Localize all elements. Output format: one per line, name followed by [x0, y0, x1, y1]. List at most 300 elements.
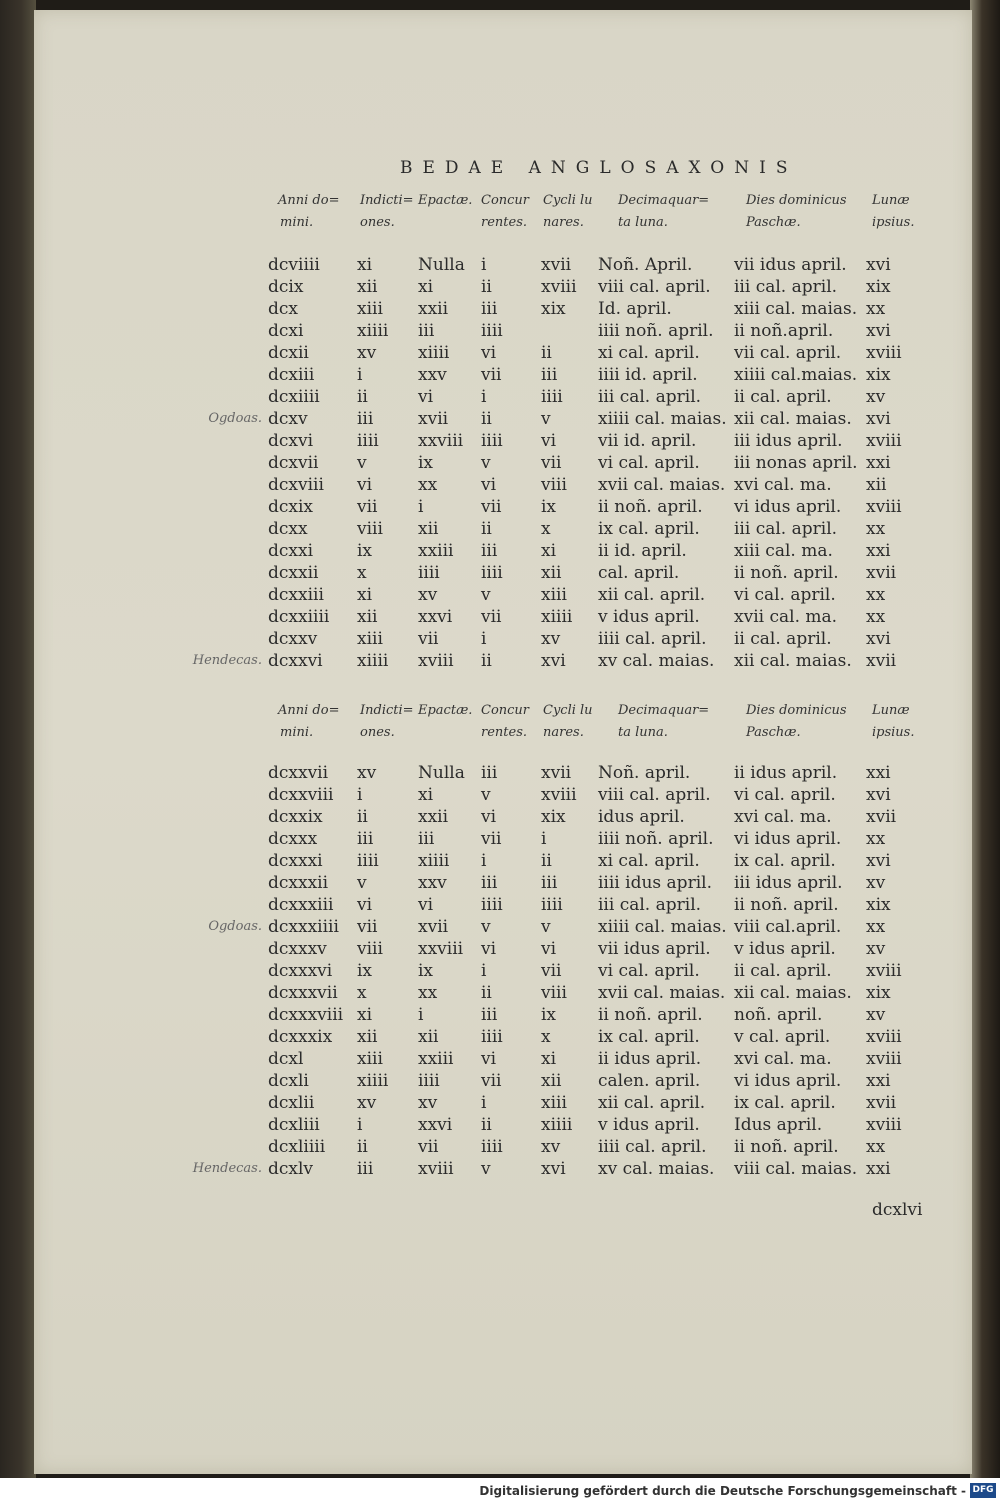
table-cell: ii cal. april.: [734, 961, 832, 981]
table-row: [0, 806, 1000, 828]
table-cell: xviii: [866, 1027, 902, 1047]
table-row: [0, 254, 1000, 276]
table-cell: dcxvi: [268, 431, 314, 451]
table-cell: xx: [866, 299, 886, 319]
table-cell: i: [357, 785, 363, 805]
table-cell: dcxxxviii: [268, 1005, 344, 1025]
table-cell: x: [541, 519, 551, 539]
table-cell: xii: [866, 475, 887, 495]
column-header-6-line-1: Paschæ.: [746, 215, 801, 230]
table-cell: dcxxxiiii: [268, 917, 339, 937]
table-cell: iiii: [481, 321, 503, 341]
column-header-5-line-1: ta luna.: [618, 725, 668, 740]
column-header-0-line-0: Anni do=: [278, 703, 340, 718]
table-cell: xviii: [866, 1049, 902, 1069]
table-cell: dcxxiii: [268, 585, 324, 605]
table-cell: xvi: [866, 629, 891, 649]
table-row: [0, 960, 1000, 982]
table-cell: xiiii: [418, 343, 450, 363]
table-cell: ix cal. april.: [598, 1027, 700, 1047]
table-row: [0, 1026, 1000, 1048]
table-cell: xiii: [357, 299, 383, 319]
table-cell: xvii: [541, 255, 572, 275]
table-cell: ix cal. april.: [734, 1093, 836, 1113]
table-cell: i: [481, 851, 487, 871]
table-cell: xviii: [418, 1159, 454, 1179]
table-cell: xv: [866, 387, 886, 407]
table-cell: iiii noñ. april.: [598, 829, 714, 849]
table-cell: dcxxiiii: [268, 607, 330, 627]
table-row: [0, 628, 1000, 650]
table-cell: dcxx: [268, 519, 308, 539]
table-cell: iii cal. april.: [598, 387, 702, 407]
table-cell: vi: [481, 807, 497, 827]
table-cell: ix: [357, 541, 373, 561]
table-cell: xviii: [866, 1115, 902, 1135]
table-cell: xvi cal. ma.: [734, 1049, 832, 1069]
table-cell: xvii: [418, 409, 449, 429]
table-cell: xix: [866, 277, 891, 297]
footer-strip: [0, 1478, 1000, 1502]
table-cell: viii cal. maias.: [734, 1159, 858, 1179]
table-cell: xvi cal. ma.: [734, 475, 832, 495]
table-cell: idus april.: [598, 807, 685, 827]
table-cell: iiii noñ. april.: [598, 321, 714, 341]
table-cell: v: [481, 453, 491, 473]
table-row: [0, 762, 1000, 784]
table-cell: iiii id. april.: [598, 365, 698, 385]
table-cell: xvii cal. ma.: [734, 607, 838, 627]
column-header-5-line-1: ta luna.: [618, 215, 668, 230]
table-cell: vii: [481, 497, 502, 517]
table-cell: v: [357, 873, 367, 893]
table-cell: v idus april.: [598, 607, 700, 627]
table-cell: xx: [866, 607, 886, 627]
table-cell: vi: [481, 939, 497, 959]
table-cell: Noñ. april.: [598, 763, 691, 783]
table-cell: xix: [866, 365, 891, 385]
table-cell: iiii: [541, 387, 563, 407]
table-cell: iii: [481, 1005, 498, 1025]
table-cell: vi: [418, 387, 434, 407]
table-cell: vi: [481, 1049, 497, 1069]
table-cell: vii cal. april.: [734, 343, 842, 363]
table-cell: ix: [357, 961, 373, 981]
table-cell: xi: [418, 277, 434, 297]
table-cell: xv cal. maias.: [598, 1159, 715, 1179]
table-cell: iiii: [357, 431, 379, 451]
table-cell: dcxxx: [268, 829, 318, 849]
table-cell: x: [541, 1027, 551, 1047]
table-cell: x: [357, 563, 367, 583]
table-cell: xxi: [866, 453, 891, 473]
table-cell: xx: [418, 475, 438, 495]
table-cell: ii: [481, 651, 492, 671]
table-cell: v cal. april.: [734, 1027, 831, 1047]
table-cell: xii cal. april.: [598, 1093, 706, 1113]
table-cell: iii cal. april.: [734, 519, 838, 539]
column-header-4-line-0: Cycli lu: [543, 193, 593, 208]
table-cell: viii: [541, 983, 567, 1003]
table-cell: xxv: [418, 365, 447, 385]
column-header-3-line-1: rentes.: [481, 725, 528, 740]
table-cell: Nulla: [418, 255, 465, 275]
table-cell: xv: [541, 1137, 561, 1157]
catchword: dcxlvi: [872, 1200, 923, 1220]
table-cell: dcxliiii: [268, 1137, 326, 1157]
table-cell: xvii: [866, 807, 897, 827]
table-cell: dcxlv: [268, 1159, 314, 1179]
table-cell: i: [481, 629, 487, 649]
table-cell: iii: [418, 829, 435, 849]
table-cell: dcxxxvi: [268, 961, 333, 981]
table-cell: xvii: [866, 1093, 897, 1113]
table-cell: ii noñ. april.: [598, 497, 703, 517]
table-cell: iii: [481, 763, 498, 783]
table-cell: vi: [541, 939, 557, 959]
table-cell: ii: [541, 343, 552, 363]
table-row: [0, 784, 1000, 806]
table-row: [0, 894, 1000, 916]
table-cell: vi idus april.: [734, 829, 842, 849]
table-cell: xv cal. maias.: [598, 651, 715, 671]
table-row: [0, 982, 1000, 1004]
table-cell: xvi: [866, 255, 891, 275]
table-cell: dcxxi: [268, 541, 314, 561]
table-cell: xviii: [866, 961, 902, 981]
table-cell: xiiii: [357, 321, 389, 341]
table-cell: dcxxv: [268, 629, 318, 649]
column-header-0-line-0: Anni do=: [278, 193, 340, 208]
table-row: [0, 276, 1000, 298]
table-cell: ix cal. april.: [598, 519, 700, 539]
table-cell: iii: [357, 409, 374, 429]
table-cell: xiiii: [357, 651, 389, 671]
table-cell: xxiii: [418, 541, 454, 561]
table-row: [0, 650, 1000, 672]
table-cell: vii: [481, 1071, 502, 1091]
table-cell: ii idus april.: [598, 1049, 702, 1069]
table-cell: i: [481, 1093, 487, 1113]
table-cell: vi: [357, 475, 373, 495]
table-cell: noñ. april.: [734, 1005, 823, 1025]
table-cell: ii: [357, 807, 368, 827]
table-cell: xxv: [418, 873, 447, 893]
table-row: [0, 364, 1000, 386]
table-row: [0, 430, 1000, 452]
table-cell: vii: [357, 497, 378, 517]
table-cell: vii idus april.: [598, 939, 711, 959]
table-cell: v: [481, 917, 491, 937]
table-cell: xxvi: [418, 1115, 453, 1135]
table-cell: i: [481, 961, 487, 981]
table-row: [0, 342, 1000, 364]
table-cell: iiii: [418, 1071, 440, 1091]
table-cell: i: [541, 829, 547, 849]
table-cell: xvi: [541, 651, 566, 671]
table-cell: iiii: [418, 563, 440, 583]
table-cell: xi: [357, 585, 373, 605]
table-cell: xiiii: [541, 1115, 573, 1135]
table-cell: dcxix: [268, 497, 314, 517]
table-cell: vi: [418, 895, 434, 915]
table-cell: xix: [541, 807, 566, 827]
table-cell: xviii: [866, 431, 902, 451]
table-cell: viii cal. april.: [598, 277, 711, 297]
table-row: [0, 1114, 1000, 1136]
table-cell: dcxiiii: [268, 387, 320, 407]
table-cell: xxii: [418, 299, 449, 319]
dfg-logo: DFG: [970, 1483, 996, 1498]
table-cell: vi idus april.: [734, 497, 842, 517]
table-cell: xviii: [541, 277, 577, 297]
table-cell: xx: [866, 519, 886, 539]
table-cell: xvii: [866, 563, 897, 583]
table-cell: calen. april.: [598, 1071, 701, 1091]
left-book-edge: [0, 0, 36, 1478]
table-cell: dcxxii: [268, 563, 319, 583]
table-cell: xvii cal. maias.: [598, 475, 726, 495]
table-cell: x: [357, 983, 367, 1003]
table-cell: xiiii cal. maias.: [598, 409, 727, 429]
table-cell: xvi: [866, 785, 891, 805]
table-cell: i: [481, 255, 487, 275]
table-row: [0, 540, 1000, 562]
table-row: [0, 386, 1000, 408]
table-cell: vii: [418, 1137, 439, 1157]
table-cell: xii cal. maias.: [734, 983, 852, 1003]
table-cell: vi cal. april.: [734, 785, 836, 805]
table-cell: iiii cal. april.: [598, 629, 707, 649]
margin-note: Ogdoas.: [208, 411, 262, 426]
table-cell: iii: [357, 829, 374, 849]
column-header-5-line-0: Decimaquar=: [618, 703, 710, 718]
table-cell: dcxiii: [268, 365, 315, 385]
table-cell: xi: [541, 541, 557, 561]
table-cell: i: [357, 1115, 363, 1135]
table-cell: viii: [357, 519, 383, 539]
table-cell: iiii: [481, 563, 503, 583]
table-cell: dcxxxi: [268, 851, 323, 871]
table-cell: ix cal. april.: [734, 851, 836, 871]
table-cell: xv: [418, 1093, 438, 1113]
column-header-0-line-1: mini.: [280, 215, 314, 230]
table-cell: viii: [357, 939, 383, 959]
table-cell: iii: [418, 321, 435, 341]
table-cell: iiii: [357, 851, 379, 871]
table-row: [0, 872, 1000, 894]
table-cell: iii: [481, 541, 498, 561]
table-cell: vii: [357, 917, 378, 937]
table-row: [0, 606, 1000, 628]
table-cell: i: [418, 1005, 424, 1025]
table-cell: vii idus april.: [734, 255, 847, 275]
table-cell: dcxviii: [268, 475, 324, 495]
table-cell: vii: [541, 453, 562, 473]
table-cell: xxi: [866, 1071, 891, 1091]
table-cell: iiii cal. april.: [598, 1137, 707, 1157]
table-cell: xviii: [866, 343, 902, 363]
table-cell: xii: [357, 1027, 378, 1047]
table-cell: xv: [418, 585, 438, 605]
table-cell: xvi: [866, 851, 891, 871]
table-cell: Id. april.: [598, 299, 672, 319]
table-cell: xvi: [866, 409, 891, 429]
table-cell: ix: [541, 1005, 557, 1025]
column-header-3-line-1: rentes.: [481, 215, 528, 230]
table-cell: ii idus april.: [734, 763, 838, 783]
column-header-5-line-0: Decimaquar=: [618, 193, 710, 208]
table-cell: xiiii: [541, 607, 573, 627]
table-cell: viii cal.april.: [734, 917, 842, 937]
table-cell: ii: [481, 1115, 492, 1135]
table-cell: vii: [418, 629, 439, 649]
table-cell: xviii: [418, 651, 454, 671]
table-cell: xv: [357, 1093, 377, 1113]
table-cell: xii: [418, 1027, 439, 1047]
table-cell: v: [481, 1159, 491, 1179]
table-row: [0, 320, 1000, 342]
table-cell: v idus april.: [734, 939, 836, 959]
table-cell: xvii cal. maias.: [598, 983, 726, 1003]
table-cell: xi: [418, 785, 434, 805]
table-cell: vi: [357, 895, 373, 915]
margin-note: Hendecas.: [192, 1161, 262, 1176]
column-header-6-line-0: Dies dominicus: [746, 193, 847, 208]
table-cell: xxi: [866, 541, 891, 561]
table-cell: xii: [541, 1071, 562, 1091]
table-cell: iii: [481, 299, 498, 319]
footer-text: Digitalisierung gefördert durch die Deutsche Forschungsgemeinschaft -: [479, 1484, 966, 1498]
table-cell: xix: [541, 299, 566, 319]
table-row: [0, 562, 1000, 584]
table-cell: v idus april.: [598, 1115, 700, 1135]
table-cell: xiii cal. ma.: [734, 541, 833, 561]
table-cell: dcviiii: [268, 255, 320, 275]
column-header-1-line-0: Indicti=: [360, 703, 414, 718]
table-cell: cal. april.: [598, 563, 680, 583]
table-row: [0, 1092, 1000, 1114]
column-header-7-line-1: ipsius.: [872, 725, 915, 740]
right-book-edge: [970, 0, 1000, 1478]
column-header-3-line-0: Concur: [481, 703, 530, 718]
table-row: [0, 938, 1000, 960]
table-cell: xvi cal. ma.: [734, 807, 832, 827]
table-cell: dcxxvi: [268, 651, 323, 671]
table-cell: v: [481, 585, 491, 605]
table-cell: xvi: [541, 1159, 566, 1179]
table-cell: xii cal. maias.: [734, 651, 852, 671]
table-cell: ii noñ. april.: [734, 563, 839, 583]
table-cell: ii cal. april.: [734, 387, 832, 407]
table-cell: xiii: [541, 585, 567, 605]
running-head: BEDAE ANGLOSAXONIS: [400, 158, 798, 178]
table-cell: vi: [481, 343, 497, 363]
column-header-7-line-0: Lunæ: [872, 703, 910, 718]
table-cell: iii: [481, 873, 498, 893]
table-cell: iii cal. april.: [598, 895, 702, 915]
table-cell: xii: [357, 277, 378, 297]
table-cell: ii noñ.april.: [734, 321, 834, 341]
table-cell: dcxxxix: [268, 1027, 333, 1047]
table-cell: vi cal. april.: [598, 453, 700, 473]
table-cell: iiii: [481, 895, 503, 915]
table-cell: xiiii cal. maias.: [598, 917, 727, 937]
column-header-3-line-0: Concur: [481, 193, 530, 208]
table-cell: ii noñ. april.: [734, 1137, 839, 1157]
table-cell: ii id. april.: [598, 541, 687, 561]
table-cell: ii: [481, 983, 492, 1003]
column-header-2-line-0: Epactæ.: [418, 193, 473, 208]
table-cell: xviii: [541, 785, 577, 805]
table-cell: dcxxix: [268, 807, 323, 827]
table-cell: xi: [357, 255, 373, 275]
table-cell: dcxii: [268, 343, 309, 363]
table-cell: xix: [866, 983, 891, 1003]
table-cell: xiii: [541, 1093, 567, 1113]
column-header-4-line-0: Cycli lu: [543, 703, 593, 718]
table-row: [0, 1158, 1000, 1180]
table-cell: dcx: [268, 299, 298, 319]
table-cell: xiiii cal.maias.: [734, 365, 858, 385]
table-row: [0, 850, 1000, 872]
table-cell: dcxliii: [268, 1115, 320, 1135]
table-cell: xxi: [866, 1159, 891, 1179]
table-cell: vi idus april.: [734, 1071, 842, 1091]
table-cell: xi: [541, 1049, 557, 1069]
table-cell: xix: [866, 895, 891, 915]
column-header-2-line-0: Epactæ.: [418, 703, 473, 718]
table-cell: ix: [418, 961, 434, 981]
table-row: [0, 1136, 1000, 1158]
table-cell: xxi: [866, 763, 891, 783]
table-cell: dcxxxiii: [268, 895, 334, 915]
table-row: [0, 474, 1000, 496]
table-cell: iiii: [481, 1027, 503, 1047]
table-cell: xiiii: [357, 1071, 389, 1091]
margin-note: Ogdoas.: [208, 919, 262, 934]
table-row: [0, 1070, 1000, 1092]
table-cell: xi: [357, 1005, 373, 1025]
table-cell: iii: [541, 873, 558, 893]
table-cell: i: [481, 387, 487, 407]
table-cell: dcxxxv: [268, 939, 327, 959]
table-cell: dcxxviii: [268, 785, 334, 805]
table-cell: xi cal. april.: [598, 343, 700, 363]
table-cell: xv: [357, 343, 377, 363]
table-cell: ii: [541, 851, 552, 871]
table-row: [0, 298, 1000, 320]
table-cell: vii: [541, 961, 562, 981]
table-cell: xii: [357, 607, 378, 627]
table-cell: iii idus april.: [734, 431, 843, 451]
table-cell: xx: [866, 829, 886, 849]
table-cell: xvii: [866, 651, 897, 671]
table-cell: xx: [866, 585, 886, 605]
table-cell: ii: [357, 387, 368, 407]
table-cell: iii: [357, 1159, 374, 1179]
table-cell: xvii: [418, 917, 449, 937]
margin-note: Hendecas.: [192, 653, 262, 668]
table-cell: xxvi: [418, 607, 453, 627]
column-header-6-line-1: Paschæ.: [746, 725, 801, 740]
table-cell: xi cal. april.: [598, 851, 700, 871]
table-cell: iiii: [481, 431, 503, 451]
table-cell: Nulla: [418, 763, 465, 783]
table-cell: xii: [418, 519, 439, 539]
table-cell: dcxv: [268, 409, 308, 429]
table-cell: xiii: [357, 629, 383, 649]
